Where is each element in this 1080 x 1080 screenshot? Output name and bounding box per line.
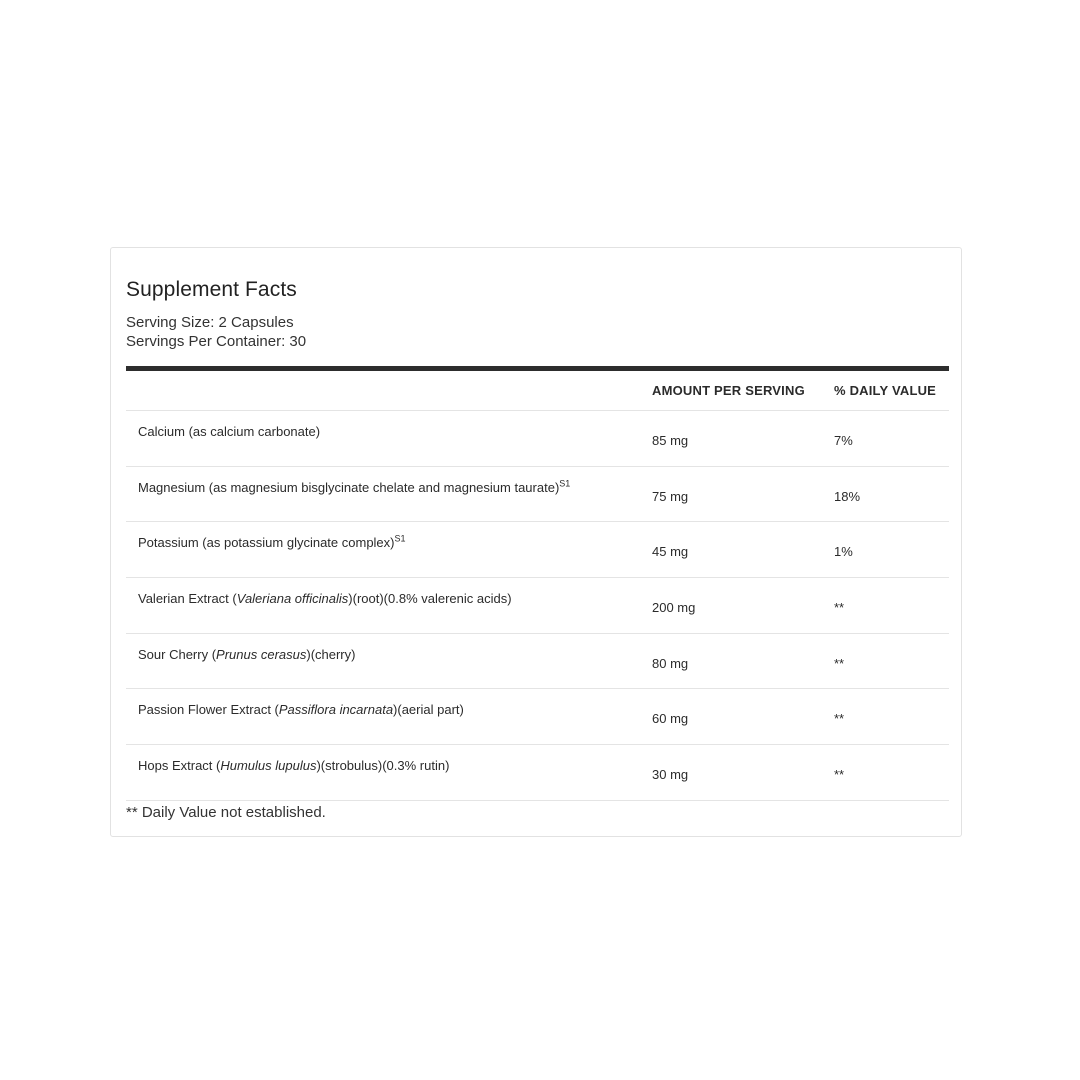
nutrient-name: Calcium (as calcium carbonate)	[138, 424, 321, 439]
table-row	[126, 578, 949, 634]
nutrient-daily-value: **	[834, 711, 845, 727]
serving-size: Serving Size: 2 Capsules	[126, 314, 294, 331]
nutrient-amount: 80 mg	[652, 655, 689, 671]
nutrient-daily-value: 1%	[834, 544, 853, 560]
panel-title: Supplement Facts	[126, 278, 297, 301]
column-header-daily-value: % DAILY VALUE	[834, 383, 937, 398]
footnote-marker: S1	[394, 534, 406, 545]
table-row	[126, 745, 949, 801]
nutrient-amount: 60 mg	[652, 711, 689, 727]
nutrient-name: Passion Flower Extract (Passiflora incarnata)(aerial part)	[138, 702, 464, 718]
table-row	[126, 411, 949, 467]
nutrient-amount: 200 mg	[652, 600, 696, 616]
nutrient-amount: 75 mg	[652, 488, 689, 504]
nutrient-daily-value: **	[834, 655, 845, 671]
table-row	[126, 634, 949, 690]
nutrient-amount: 85 mg	[652, 433, 689, 448]
servings-per-container: Servings Per Container: 30	[126, 333, 307, 350]
nutrient-name: Sour Cherry (Prunus cerasus)(cherry)	[138, 646, 356, 662]
table-row	[126, 689, 949, 745]
column-header-amount: AMOUNT PER SERVING	[652, 383, 805, 398]
nutrient-name: Hops Extract (Humulus lupulus)(strobulus)(0.3% rutin)	[138, 758, 450, 774]
nutrient-daily-value: **	[834, 600, 845, 616]
nutrient-amount: 30 mg	[652, 767, 689, 783]
nutrient-daily-value: 18%	[834, 488, 861, 504]
nutrient-name: Potassium (as potassium glycinate complex)$^{S1}$	[138, 534, 406, 551]
daily-value-footnote: ** Daily Value not established.	[126, 804, 326, 821]
nutrient-name: Valerian Extract (Valeriana officinalis)(root)(0.8% valerenic acids)	[138, 591, 512, 607]
supplement-facts-panel	[110, 247, 962, 837]
footnote-marker: S1	[559, 478, 571, 489]
nutrient-name: Magnesium (as magnesium bisglycinate chelate and magnesium taurate)$^{S1}$	[138, 478, 571, 495]
table-row	[126, 522, 949, 578]
table-row	[126, 467, 949, 523]
nutrient-table	[126, 411, 949, 801]
table-header	[126, 371, 949, 411]
nutrient-daily-value: 7%	[834, 433, 853, 448]
nutrient-daily-value: **	[834, 767, 845, 783]
serving-info	[126, 313, 306, 351]
nutrient-amount: 45 mg	[652, 544, 689, 560]
